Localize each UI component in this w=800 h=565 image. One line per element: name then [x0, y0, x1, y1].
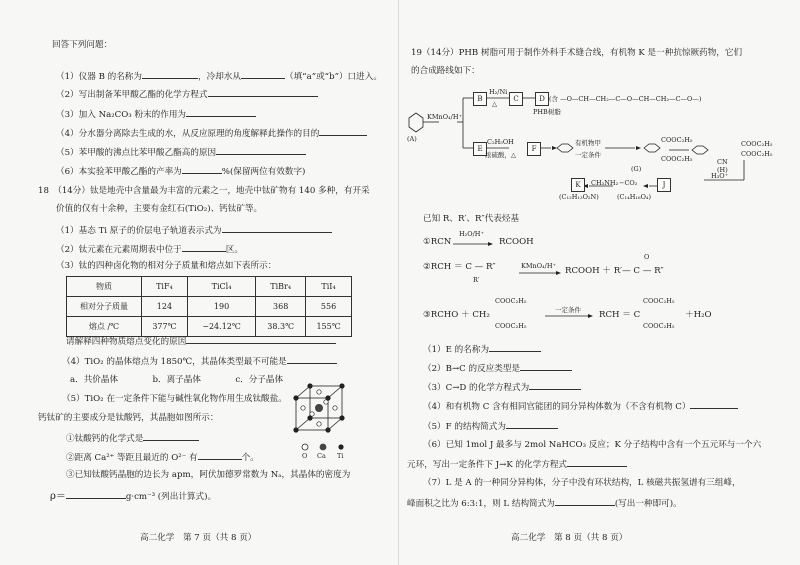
table-cell: 124: [142, 297, 188, 317]
answer-blank[interactable]: [489, 343, 541, 352]
answer-blank[interactable]: [506, 420, 558, 429]
calcium-legend-icon: [318, 442, 328, 452]
j-formula: (C₁₄H₁₆O₄): [617, 193, 652, 201]
reagent-c2h5oh: C₂H₅OH: [487, 138, 514, 146]
left-footer: 高二化学 第 7 页（共 8 页）: [140, 533, 257, 543]
reagent-delta: △: [492, 100, 497, 108]
q19-intro-2: 的合成路线如下：: [411, 66, 480, 76]
table-cell: 368: [256, 297, 306, 317]
compound-d-box: D: [535, 92, 549, 106]
q18-4-options: a．共价晶体 b．离子晶体 c．分子晶体: [70, 375, 284, 385]
phb-label: PHB树脂: [533, 108, 561, 116]
h-cooet-bottom: COOC₂H₅: [741, 150, 773, 158]
table-cell: 物质: [67, 277, 142, 297]
reagent-h2so4: 浓硫酸，△: [485, 151, 516, 159]
q19-7-line-2: 峰面积之比为 6:3:1，则 L 结构简式为 (写出一种即可)。: [407, 499, 682, 509]
answer-blank[interactable]: [182, 165, 222, 174]
reagent-h3o: H₃O⁺: [711, 172, 729, 180]
compound-c-box: C: [509, 92, 523, 106]
answer-blank[interactable]: [555, 497, 615, 506]
q18-4: （4）TiO₂ 的晶体熔点为 1850℃，其晶体类型最不可能是: [62, 355, 337, 368]
q19-5: （5）F 的结构简式为: [423, 420, 558, 433]
rule-1: ①RCN: [423, 237, 452, 247]
h-cooet-top: COOC₂H₅: [741, 140, 773, 148]
legend-o: O: [302, 452, 308, 460]
answer-blank[interactable]: [198, 451, 242, 460]
q18-5b: 钙钛矿的主要成分是钛酸钙，其晶胞如图所示：: [38, 413, 219, 423]
compound-a-label: (A): [407, 135, 417, 143]
phb-structure: (含 —O—CH—CH₂—C—O—CH—CH₂—C—O—): [549, 95, 702, 103]
reagent-h2ni: H₂/Ni: [489, 88, 508, 96]
compound-b-box: B: [473, 92, 487, 106]
density-answer: ρ＝ g·cm⁻³ (列出计算式)。: [50, 491, 217, 502]
rule-1-arrow: [453, 241, 493, 247]
reagent-kmno4: KMnO₄/H⁺: [427, 113, 462, 121]
q18-2: （2）钛元素在元素周期表中位于 区。: [56, 245, 243, 255]
q18-3: （3）钛的四种卤化物的相对分子质量和熔点如下表所示：: [56, 261, 277, 271]
compound-e-box: E: [473, 142, 487, 156]
rule-2-products: RCOOH ＋ R′— C — R″: [565, 266, 664, 276]
q18-1: （1）基态 Ti 原子的价层电子轨道表示式为: [56, 224, 332, 237]
q18-intro-1: 18 （14分）钛是地壳中含量最为丰富的元素之一，地壳中钛矿物有 140 多种，有开采: [38, 186, 370, 196]
table-cell: TiCl₄: [187, 277, 255, 297]
halide-table: [66, 276, 352, 337]
table-row: [67, 317, 352, 337]
rule-2-substituent: R′: [473, 276, 480, 284]
rule-2: ②RCH ＝ C — R″: [423, 262, 496, 272]
table-row: [67, 297, 352, 317]
q19-7-line-1: （7）L 是 A 的一种同分异构体，分子中没有环状结构，L 核磁共振氢谱有三组峰，: [423, 478, 741, 488]
left-page: [0, 0, 398, 565]
q19-1: （1）E 的名称为: [423, 343, 541, 356]
legend-ti: Ti: [337, 452, 344, 460]
rule-1-reagent: H₂O/H⁺: [459, 230, 484, 238]
rule-2-carbonyl-o: O: [644, 253, 650, 261]
q19-6-line-2: 元环，写出一定条件下 J→K 的化学方程式: [407, 458, 627, 471]
oxygen-legend-icon: [300, 442, 310, 452]
q17-5: （5）苯甲酸的沸点比苯甲酸乙酯高的原因: [56, 146, 306, 159]
h-cn: CN: [717, 158, 728, 166]
answer-blank[interactable]: [142, 70, 198, 79]
rule-3-cooet-top: COOC₂H₅: [495, 297, 527, 305]
reagent-youji: 有机物甲: [575, 139, 601, 147]
perovskite-unit-cell-figure: [290, 382, 350, 438]
right-page: [398, 0, 800, 565]
answer-blank[interactable]: [287, 355, 337, 364]
answer-blank[interactable]: [222, 224, 332, 233]
g-cooet-bottom: COOC₂H₅: [661, 155, 693, 163]
answer-blank[interactable]: [216, 146, 306, 155]
rule-2-arrow: [519, 270, 561, 276]
answer-blank[interactable]: [690, 400, 738, 409]
table-cell: TiBr₄: [256, 277, 306, 297]
reagent-co2: −CO₂: [619, 179, 638, 187]
rule-3-cooet-bottom: COOC₂H₅: [495, 322, 527, 330]
q18-intro-2: 价值的仅有十余种，主要有金红石(TiO₂)、钙钛矿等。: [56, 204, 263, 214]
table-cell: 556: [306, 297, 352, 317]
answer-blank[interactable]: [66, 490, 126, 499]
rule-3-product: RCH ＝ C: [599, 310, 641, 320]
q18-5: （5）TiO₂ 在一定条件下能与碱性氧化物作用生成钛酸盐。: [62, 394, 287, 404]
rule-3-arrow: [545, 313, 593, 319]
rule-1-product: RCOOH: [499, 237, 534, 247]
compound-g-label: (G): [631, 165, 642, 173]
intro-text: 回答下列问题：: [52, 40, 113, 50]
q17-3: （3）加入 Na₂CO₃ 粉末的作用为: [56, 108, 256, 121]
q19-3: （3）C→D 的化学方程式为: [423, 381, 581, 394]
table-cell: 38.3℃: [256, 317, 306, 337]
q18-5-1: ①钛酸钙的化学式是: [66, 432, 199, 445]
answer-blank[interactable]: [186, 108, 256, 117]
rule-3-water: ＋H₂O: [685, 310, 712, 320]
compound-j-box: J: [657, 178, 671, 192]
answer-blank[interactable]: [319, 127, 367, 136]
q19-intro-1: 19（14分）PHB 树脂可用于制作外科手术缝合线，有机物 K 是一种抗惊厥药物，它们: [411, 48, 743, 58]
reagent-ch3nh2: CH₃NH₂: [591, 179, 619, 187]
table-cell: TiF₄: [142, 277, 188, 297]
reagent-yiding: 一定条件: [575, 151, 601, 159]
answer-blank[interactable]: [567, 458, 627, 467]
k-formula: (C₁₂H₁₃O₂N): [559, 193, 599, 201]
g-cooet-top: COOC₂H₅: [661, 136, 693, 144]
table-cell: 熔点 /℃: [67, 317, 142, 337]
q17-6: （6）本实验苯甲酸乙酯的产率为 %(保留两位有效数字): [56, 167, 306, 177]
rule-3-product-cooet-bottom: COOC₂H₅: [643, 322, 675, 330]
q17-1: （1）仪器 B 的名称为 ，冷却水从 （填“a”或“b”）口进入。: [56, 72, 382, 82]
q18-5-3: ③已知钛酸钙晶胞的边长为 apm，阿伏加德罗常数为 Nₐ，其晶体的密度为: [66, 470, 351, 480]
answer-blank[interactable]: [208, 88, 318, 97]
rule-2-reagent: KMnO₄/H⁺: [521, 262, 556, 270]
answer-blank[interactable]: [520, 362, 572, 371]
table-cell: 155℃: [306, 317, 352, 337]
q19-6-line-1: （6）已知 1mol J 最多与 2mol NaHCO₃ 反应；K 分子结构中含有一个五元环与一个六: [423, 440, 762, 450]
answer-blank[interactable]: [241, 70, 285, 79]
compound-h-label: (H): [717, 166, 728, 174]
q17-2: （2）写出制备苯甲酸乙酯的化学方程式: [56, 88, 318, 101]
rule-3-product-cooet-top: COOC₂H₅: [643, 297, 675, 305]
compound-f-box: F: [527, 142, 541, 156]
known-note: 已知 R、R′、R″代表烃基: [423, 214, 520, 224]
answer-blank[interactable]: [182, 243, 226, 252]
q18-3b: 请解释四种物质熔点变化的原因: [66, 335, 336, 348]
table-cell: −24.12℃: [187, 317, 255, 337]
right-footer: 高二化学 第 8 页（共 8 页）: [511, 533, 628, 543]
compound-k-box: K: [571, 178, 585, 192]
q19-4: （4）和有机物 C 含有相同官能团的同分异构体数为（不含有机物 C）: [423, 400, 738, 413]
q19-2: （2）B→C 的反应类型是: [423, 362, 572, 375]
answer-blank[interactable]: [529, 381, 581, 390]
table-header-row: [67, 277, 352, 297]
table-cell: 相对分子质量: [67, 297, 142, 317]
q18-5-2: ②距离 Ca²⁺ 等距且最近的 O²⁻ 有 个。: [66, 453, 259, 463]
table-cell: 190: [187, 297, 255, 317]
titanium-legend-icon: [336, 442, 346, 452]
answer-blank[interactable]: [143, 432, 199, 441]
table-cell: TiI₄: [306, 277, 352, 297]
rule-3: ③RCHO ＋ CH₂: [423, 310, 490, 320]
table-cell: 377℃: [142, 317, 188, 337]
answer-blank[interactable]: [186, 335, 336, 344]
q17-4: （4）分水器分离除去生成的水，从反应原理的角度解释此操作的目的: [56, 127, 367, 140]
legend-ca: Ca: [317, 452, 326, 460]
rule-3-reagent: 一定条件: [555, 306, 581, 314]
